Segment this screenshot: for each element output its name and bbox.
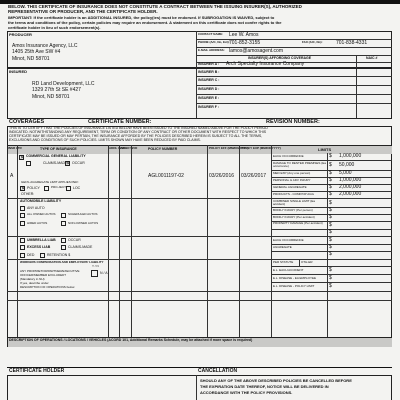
gl-limit-currency-3: $	[329, 170, 332, 176]
wc-other: OTH-ER	[301, 260, 313, 264]
wc-q3: (Mandatory in NH)	[20, 277, 45, 281]
gl-occur-label: OCCUR	[72, 161, 85, 165]
notice-line4: EXCLUSIONS AND CONDITIONS OF SUCH POLICIES. LIMITS SHOWN MAY HAVE BEEN REDUCED BY PAID CLAIMS.	[9, 138, 201, 142]
umbrella-claims-made-label: CLAIMS-MADE	[68, 245, 93, 249]
header-limits: LIMITS	[318, 147, 332, 152]
auto-limit-label-3: BODILY INJURY (Per accident)	[273, 215, 315, 219]
insurer-b-label: INSURER B :	[198, 70, 220, 74]
gl-loc-label: LOC	[73, 186, 81, 190]
retention-label: RETENTION $	[47, 253, 71, 257]
gl-limit-label-4: PERSONAL & ADV INJURY	[273, 178, 311, 182]
wc-na: N / A	[100, 271, 108, 275]
wc-title: WORKERS COMPENSATION AND EMPLOYERS' LIABILITY	[20, 260, 104, 264]
wc-yn-box[interactable]	[91, 270, 98, 277]
ded-checkbox[interactable]	[20, 253, 25, 258]
auto-non-owned-label: NON-OWNED AUTOS	[68, 221, 99, 225]
auto-limit-currency-1: $	[329, 200, 332, 206]
umbrella-limit-currency-2: $	[329, 244, 332, 250]
insured-city: Minot, ND 58701	[32, 94, 70, 100]
notice-line2: INDICATED. NOTWITHSTANDING ANY REQUIREMENT, TERM OR CONDITION OF ANY CONTRACT OR OTHER DOCUMENT WITH RESPECT TO WHICH THIS	[9, 130, 267, 134]
umbrella-occur-checkbox[interactable]	[61, 238, 66, 243]
wc-limit-label-3: E.L. DISEASE - POLICY LIMIT	[273, 284, 315, 288]
wc-yn: Y / N	[92, 264, 99, 268]
gl-limit-label-1: EACH OCCURRENCE	[273, 154, 304, 158]
insurer-e-label: INSURER E :	[198, 96, 220, 100]
cancellation-text-3: ACCORDANCE WITH THE POLICY PROVISIONS.	[200, 390, 293, 395]
producer-label: PRODUCER	[9, 32, 32, 37]
gl-exp-date: 03/26/2017	[241, 173, 267, 179]
email-label: E-MAIL ADDRESS:	[198, 48, 225, 52]
insured-address: 1329 27th St SE #427	[32, 87, 81, 93]
auto-any-checkbox[interactable]	[20, 206, 25, 211]
disclaimer-line2: REPRESENTATIVE OR PRODUCER, AND THE CERTIFICATE HOLDER.	[8, 9, 158, 14]
cancellation-text-1: SHOULD ANY OF THE ABOVE DESCRIBED POLICIES BE CANCELLED BEFORE	[200, 378, 352, 383]
auto-limit-label-2: BODILY INJURY (Per person)	[273, 208, 313, 212]
important-line1: IMPORTANT: If the certificate holder is an ADDITIONAL INSURED, the policy(ies) must be endorsed. If SUBROGATION IS WAIVED, subject to	[8, 15, 275, 20]
wc-per-statute: PER STATUTE	[273, 260, 294, 264]
revision-number-label: REVISION NUMBER:	[266, 119, 320, 125]
fax-value: 701-838-4331	[336, 40, 368, 46]
contact-name: Lee W. Amos	[229, 32, 259, 38]
excess-label: EXCESS LIAB	[27, 245, 51, 249]
certificate-number-label: CERTIFICATE NUMBER:	[88, 119, 152, 125]
umbrella-limit-currency-1: $	[329, 237, 332, 243]
gl-limit-label-3: MED EXP (Any one person)	[273, 171, 311, 175]
contact-name-label: CONTACT NAME:	[198, 32, 224, 36]
gl-limit-currency-2: $	[329, 162, 332, 168]
fax-label: FAX (A/C, No):	[302, 40, 323, 44]
gl-limit-label-2: DAMAGE TO RENTED PREMISES (Ea occurrence)	[273, 161, 326, 168]
phone-value: 701-852-3155	[229, 40, 261, 46]
gl-limit-value-3: 5,000	[339, 170, 352, 176]
important-line2: the terms and conditions of the policy, certain policies may require an endorsement. A statement on this certificate does not confer rights to the	[8, 20, 282, 25]
gl-title: COMMERCIAL GENERAL LIABILITY	[26, 154, 86, 158]
insured-name: RD Land Development, LLC	[32, 81, 95, 87]
gl-limit-label-6: PRODUCTS - COMP/OP AGG	[273, 192, 314, 196]
auto-any-label: ANY AUTO	[27, 206, 45, 210]
producer-city: Minot, ND 58701	[12, 56, 50, 62]
wc-limit-label-1: E.L. EACH ACCIDENT	[273, 268, 304, 272]
important-line3: certificate holder in lieu of such endorsement(s).	[8, 25, 101, 30]
wc-limit-currency-2: $	[329, 275, 332, 281]
wc-limit-label-2: E.L. DISEASE - EA EMPLOYEE	[273, 276, 317, 280]
gl-policy-checkbox[interactable]: ✕	[21, 186, 26, 192]
auto-limit-label-4: PROPERTY DAMAGE (Per accident)	[273, 221, 323, 225]
excess-checkbox[interactable]	[20, 245, 25, 250]
gl-limit-currency-5: $	[329, 184, 332, 190]
gl-limit-label-5: GENERAL AGGREGATE	[273, 185, 307, 189]
gl-limit-value-4: 1,000,000	[339, 177, 362, 183]
gl-policy-number: AGL0011197-02	[148, 173, 184, 179]
email-value: lamos@amosagent.com	[229, 48, 283, 54]
retention-checkbox[interactable]	[40, 253, 45, 258]
insurers-header: INSURER(S) AFFORDING COVERAGE	[248, 56, 312, 60]
auto-limit-currency-3: $	[329, 214, 332, 220]
insurer-f-label: INSURER F :	[198, 105, 219, 109]
insured-label: INSURED	[9, 69, 28, 74]
gl-limit-value-1: 1,000,000	[339, 153, 362, 159]
description-label: DESCRIPTION OF OPERATIONS / LOCATIONS / VEHICLES (ACORD 101, Additional Remarks Schedule, may be attached if more space is required)	[9, 338, 253, 342]
gl-limit-value-6: 2,000,000	[339, 191, 362, 197]
naic-header: NAIC #	[366, 56, 378, 60]
cancellation-label: CANCELLATION	[198, 368, 238, 374]
insurer-d-label: INSURER D :	[198, 87, 220, 91]
wc-q5: DESCRIPTION OF OPERATIONS below	[20, 285, 75, 289]
insurer-a-label: INSURER A :	[198, 62, 220, 66]
gl-insurer-letter: A	[10, 173, 14, 179]
notice-line1: THIS IS TO CERTIFY THAT THE POLICIES OF INSURANCE LISTED BELOW HAVE BEEN ISSUED TO THE INSURED NAMED ABOVE FOR THE POLICY PERIOD	[9, 126, 268, 130]
notice-line3: CERTIFICATE MAY BE ISSUED OR MAY PERTAIN, THE INSURANCE AFFORDED BY THE POLICIES DESCRIBED HEREIN IS SUBJECT TO ALL THE TERMS,	[9, 134, 263, 138]
gl-claims-made-checkbox[interactable]	[26, 161, 31, 166]
gl-loc-checkbox[interactable]	[66, 186, 71, 191]
certificate-holder-label: CERTIFICATE HOLDER	[9, 368, 65, 374]
insurer-a-name: Arch Specialty Insurance Company	[226, 61, 305, 67]
gl-agg-title: GEN'L AGGREGATE LIMIT APPLIES PER:	[21, 180, 79, 184]
auto-non-owned-checkbox[interactable]	[61, 221, 66, 226]
auto-limit-currency-2: $	[329, 207, 332, 213]
gl-project-label: PRO-JECT	[51, 185, 66, 189]
gl-checkbox[interactable]: ✕	[20, 155, 25, 161]
auto-scheduled-checkbox[interactable]	[61, 213, 66, 218]
auto-all-owned-label: ALL OWNED AUTOS	[27, 212, 56, 216]
gl-limit-value-5: 2,000,000	[339, 184, 362, 190]
umbrella-claims-made-checkbox[interactable]	[61, 245, 66, 250]
auto-hired-checkbox[interactable]	[20, 221, 25, 226]
gl-other-label: OTHER:	[21, 192, 35, 196]
cancellation-text-2: THE EXPIRATION DATE THEREOF, NOTICE WILL BE DELIVERED IN	[200, 384, 329, 389]
wc-q2: OFFICER/MEMBER EXCLUDED?	[20, 273, 67, 277]
gl-limit-currency-4: $	[329, 177, 332, 183]
header-addl: ADDL INSD	[109, 146, 126, 150]
umbrella-occur-label: OCCUR	[68, 238, 81, 242]
header-insr-ltr: INSR LTR	[8, 146, 22, 150]
header-policy-number: POLICY NUMBER	[148, 147, 178, 151]
gl-claims-made-label: CLAIMS-MADE	[43, 161, 68, 165]
gl-project-checkbox[interactable]	[44, 186, 49, 191]
header-subr: SUBR WVD	[121, 146, 138, 150]
insurer-c-label: INSURER C :	[198, 78, 220, 82]
umbrella-limit-currency-3: $	[329, 251, 332, 257]
coverages-title: COVERAGES	[9, 119, 45, 125]
auto-scheduled-label: SCHEDULED AUTOS	[68, 212, 98, 216]
gl-policy-label: POLICY	[27, 186, 40, 190]
gl-occur-checkbox[interactable]: ✕	[66, 161, 71, 167]
header-exp: POLICY EXP (MM/DD/YYYY)	[241, 146, 281, 150]
producer-name: Amos Insurance Agency, LLC	[12, 43, 78, 49]
auto-hired-label: HIRED AUTOS	[27, 221, 48, 225]
umbrella-checkbox[interactable]	[20, 238, 25, 243]
auto-limit-label-1: COMBINED SINGLE LIMIT (Ea accident)	[273, 199, 315, 206]
umbrella-label: UMBRELLA LIAB	[27, 238, 56, 242]
wc-limit-currency-3: $	[329, 283, 332, 289]
phone-label: PHONE (A/C, No, Ext):	[198, 40, 230, 44]
disclaimer-line1: BELOW. THIS CERTIFICATE OF INSURANCE DOES NOT CONSTITUTE A CONTRACT BETWEEN THE ISSUING INSURER(S), AUTHORIZED	[8, 4, 302, 9]
wc-q4: If yes, describe under	[20, 281, 49, 285]
gl-limit-currency-1: $	[329, 153, 332, 159]
gl-limit-currency-6: $	[329, 191, 332, 197]
header-type: TYPE OF INSURANCE	[40, 147, 77, 151]
gl-limit-value-2: 50,000	[339, 162, 355, 168]
wc-limit-currency-1: $	[329, 267, 332, 273]
auto-limit-currency-5: $	[329, 229, 332, 235]
auto-limit-currency-4: $	[329, 222, 332, 228]
umbrella-limit-label-1: EACH OCCURRENCE	[273, 238, 304, 242]
ded-label: DED	[27, 253, 35, 257]
auto-title: AUTOMOBILE LIABILITY	[20, 199, 62, 203]
wc-q1: ANY PROPRIETOR/PARTNER/EXECUTIVE	[20, 269, 80, 273]
gl-eff-date: 03/26/2016	[209, 173, 235, 179]
umbrella-limit-label-2: AGGREGATE	[273, 245, 292, 249]
header-eff: POLICY EFF (MM/DD/YYYY)	[209, 146, 249, 150]
auto-all-owned-checkbox[interactable]	[20, 213, 25, 218]
producer-address: 1405 25th Ave SW #4	[12, 49, 61, 55]
